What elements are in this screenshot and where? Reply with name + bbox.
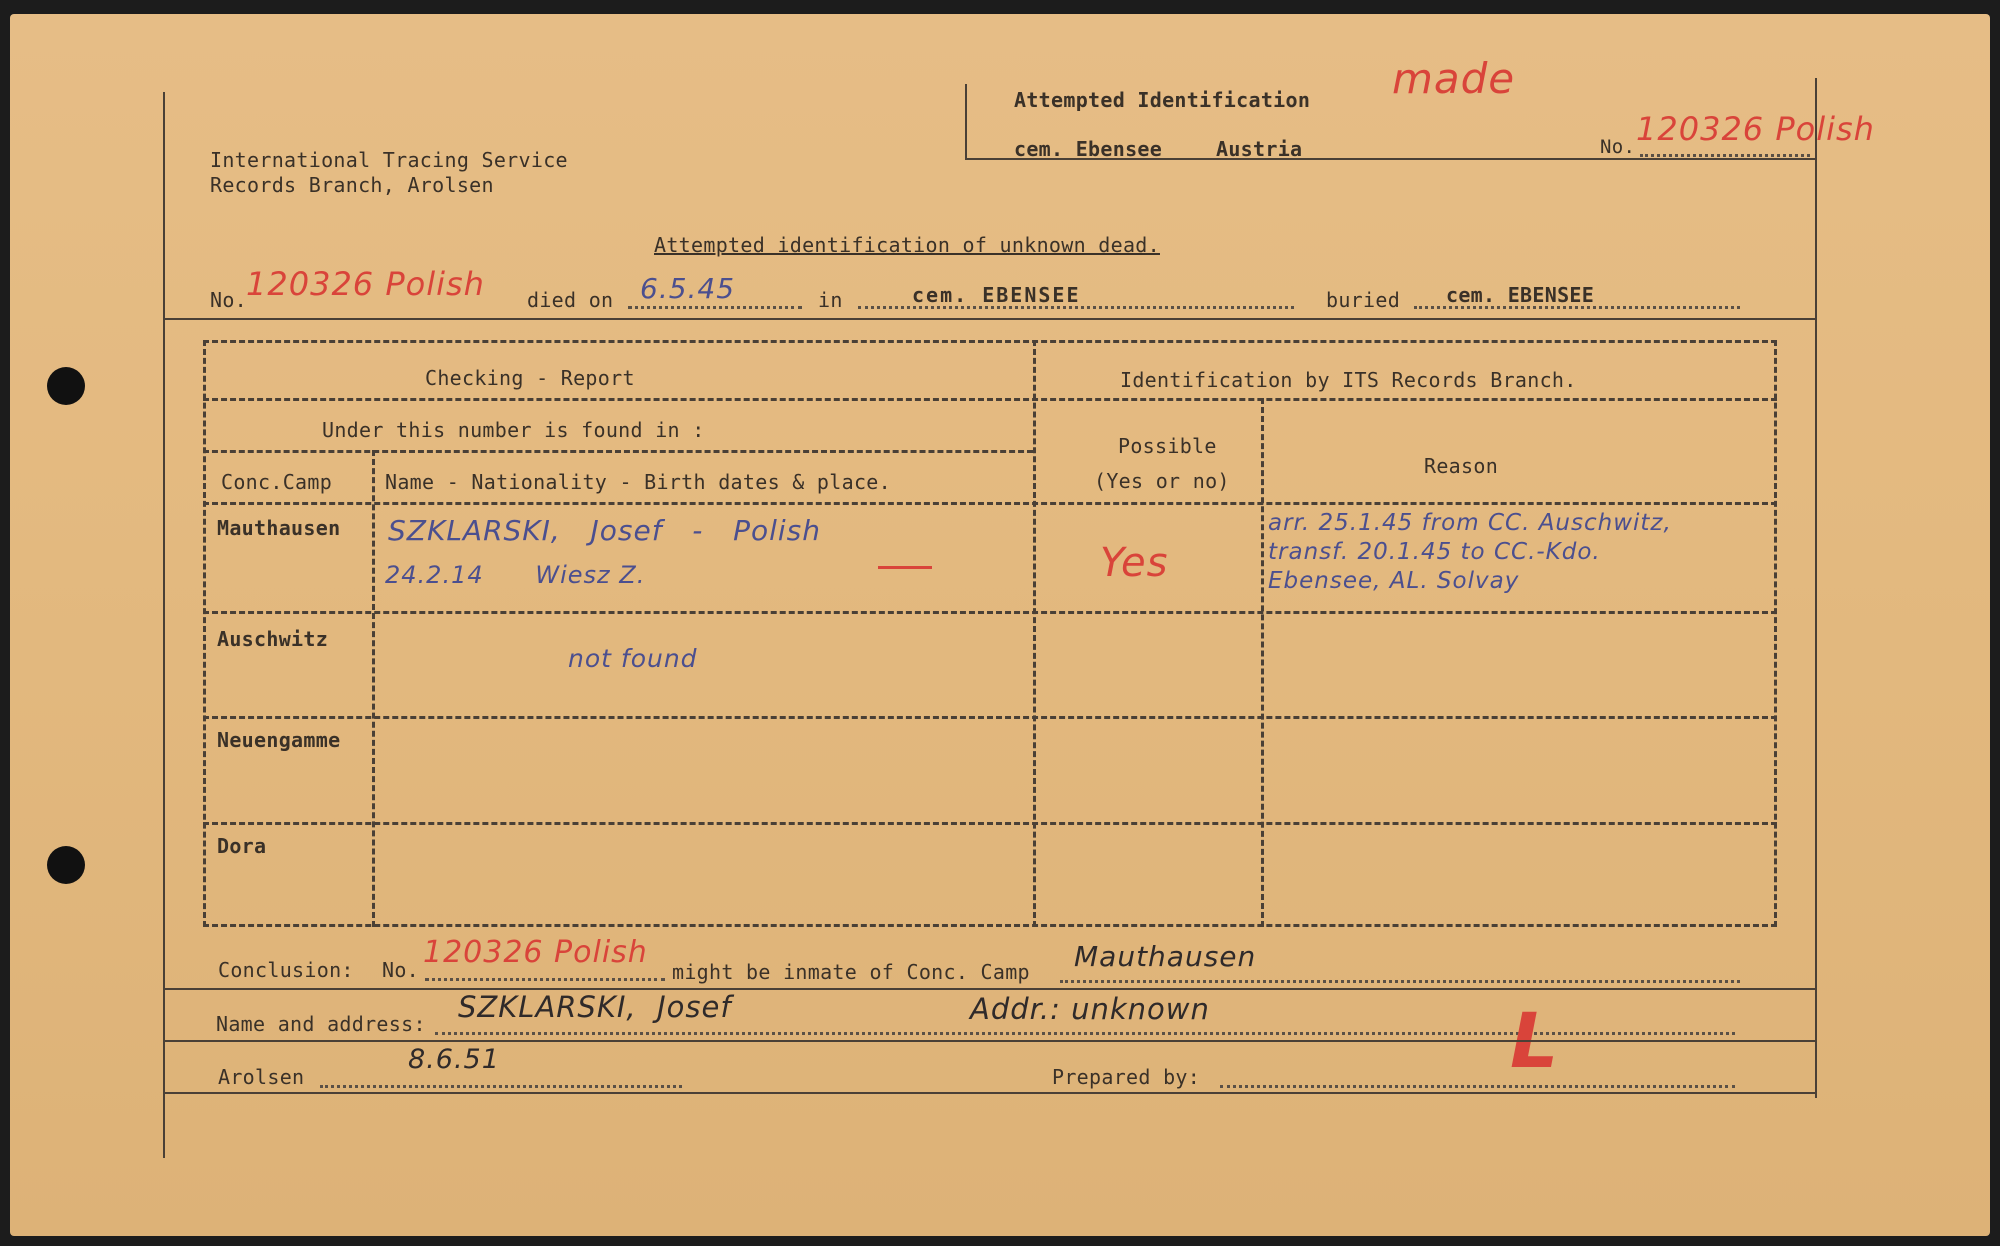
name-value: SZKLARSKI, Josef xyxy=(458,990,732,1024)
buried-label: buried xyxy=(1326,288,1401,312)
table-row-divider-3 xyxy=(203,822,1777,825)
row1-reason-line-1: arr. 25.1.45 from CC. Auschwitz, xyxy=(1268,510,1672,536)
in-place: cem. EBENSEE xyxy=(912,283,1081,307)
column-header-possible-2: (Yes or no) xyxy=(1094,469,1230,493)
table-border-top xyxy=(203,340,1777,343)
index-card xyxy=(10,14,1990,1236)
column-header-possible-1: Possible xyxy=(1118,434,1217,458)
table-left-subheader-divider xyxy=(203,450,1033,453)
conclusion-rule xyxy=(163,988,1815,990)
header-no-label: No. xyxy=(1600,136,1636,158)
row1-name-line: SZKLARSKI, Josef - Polish xyxy=(388,514,821,547)
table-columns-divider xyxy=(203,502,1777,505)
name-address-label: Name and address: xyxy=(216,1012,426,1036)
camp-dora: Dora xyxy=(217,834,267,858)
name-address-rule xyxy=(163,1040,1815,1042)
camp-mauthausen: Mauthausen xyxy=(217,516,341,540)
made-note: made xyxy=(1392,54,1516,103)
column-header-reason: Reason xyxy=(1424,454,1499,478)
punch-hole-bottom xyxy=(47,846,85,884)
table-border-bottom xyxy=(203,924,1777,927)
table-col-divider-main xyxy=(1033,340,1036,927)
row2-not-found: not found xyxy=(568,644,698,673)
header-box-left-line xyxy=(965,84,967,159)
bottom-rule xyxy=(163,1092,1815,1094)
conclusion-no-label: No. xyxy=(382,958,420,982)
died-on-dots xyxy=(628,306,802,309)
header-box-country: Austria xyxy=(1216,137,1303,161)
date-value: 8.6.51 xyxy=(408,1044,500,1075)
left-margin-line xyxy=(163,92,165,1158)
buried-place: cem. EBENSEE xyxy=(1446,283,1595,307)
top-rule xyxy=(163,318,1815,320)
header-no-dots xyxy=(1640,154,1810,157)
table-border-left xyxy=(203,340,206,927)
column-header-camp: Conc.Camp xyxy=(221,470,333,494)
org-line-1: International Tracing Service xyxy=(210,148,568,172)
right-margin-line xyxy=(1815,78,1817,1098)
camp-neuengamme: Neuengamme xyxy=(217,728,341,752)
table-border-right xyxy=(1774,340,1777,927)
header-box-title: Attempted Identification xyxy=(1014,88,1311,112)
conclusion-number: 120326 Polish xyxy=(423,935,648,970)
row1-reason-line-2: transf. 20.1.45 to CC.-Kdo. xyxy=(1268,539,1601,565)
punch-hole-top xyxy=(47,367,85,405)
camp-auschwitz: Auschwitz xyxy=(217,627,329,651)
in-label: in xyxy=(818,288,843,312)
place-label: Arolsen xyxy=(218,1065,305,1089)
column-header-name: Name - Nationality - Birth dates & place. xyxy=(385,470,891,494)
prepared-by-dots xyxy=(1220,1085,1735,1088)
prepared-by-label: Prepared by: xyxy=(1052,1065,1201,1089)
found-in-subheader: Under this number is found in : xyxy=(322,418,705,442)
form-title: Attempted identification of unknown dead. xyxy=(654,233,1160,257)
row1-birth-line: 24.2.14 Wiesz Z. xyxy=(385,561,646,589)
conclusion-camp-dots xyxy=(1060,980,1740,983)
header-box-cemetery: cem. Ebensee xyxy=(1014,137,1163,161)
header-number: 120326 Polish xyxy=(1636,110,1875,148)
dead-no-label: No. xyxy=(210,288,248,312)
signature-initial: L xyxy=(1510,996,1560,1085)
conclusion-camp: Mauthausen xyxy=(1074,940,1257,973)
row1-nationality-underline xyxy=(878,566,932,569)
conclusion-label: Conclusion: xyxy=(218,958,354,982)
date-dots xyxy=(320,1085,682,1088)
table-row-divider-1 xyxy=(203,611,1777,614)
dead-number: 120326 Polish xyxy=(246,265,485,303)
checking-report-header: Checking - Report xyxy=(425,366,635,390)
row1-reason-line-3: Ebensee, AL. Solvay xyxy=(1268,568,1520,594)
address-value: Addr.: unknown xyxy=(970,992,1210,1026)
table-col-divider-possible xyxy=(1261,398,1264,927)
identification-header: Identification by ITS Records Branch. xyxy=(1120,368,1577,392)
table-row-divider-2 xyxy=(203,716,1777,719)
row1-possible: Yes xyxy=(1100,540,1169,586)
conclusion-no-dots xyxy=(425,978,665,981)
died-on-label: died on xyxy=(527,288,614,312)
table-header-divider xyxy=(203,398,1777,401)
org-line-2: Records Branch, Arolsen xyxy=(210,173,494,197)
conclusion-text: might be inmate of Conc. Camp xyxy=(672,960,1030,984)
died-on-date: 6.5.45 xyxy=(640,272,736,305)
table-col-divider-camp xyxy=(372,450,375,927)
